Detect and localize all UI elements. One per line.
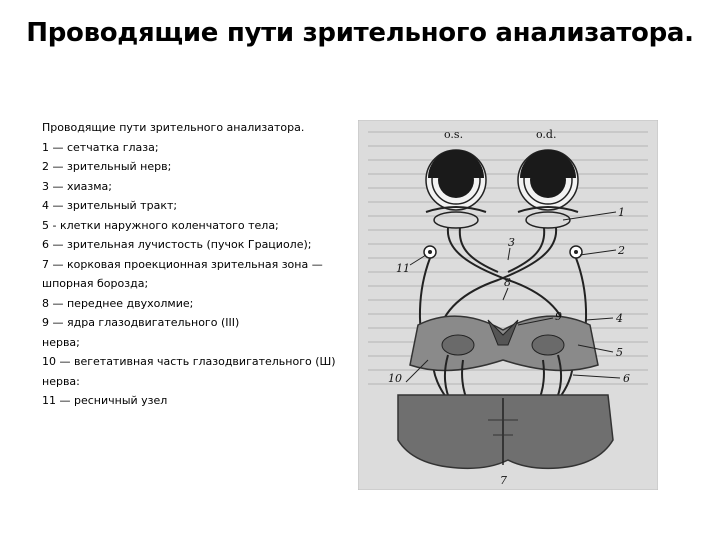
label-os: o.s. [444,128,464,141]
occipital-cortex [398,395,613,468]
legend-item: 4 — зрительный тракт; [42,199,178,212]
label-3: 3 [508,236,515,249]
legend-item: 10 — вегетативная часть глазодвигательного (Ш) [42,355,336,368]
legend-heading: Проводящие пути зрительного анализатора. [42,121,305,134]
legend-item: нерва; [42,335,80,349]
legend-item: шпорная борозда; [42,277,149,290]
legend-item: 3 — хиазма; [42,179,112,193]
ciliary-ganglion-right [570,246,582,258]
label-5: 5 [616,346,623,359]
label-od: o.d. [536,128,557,141]
label-2: 2 [618,244,625,257]
legend-list [42,118,342,411]
label-8: 8 [504,276,511,289]
legend-item: 7 — корковая проекционная зрительная зона — [42,257,323,271]
visual-pathways-figure [358,120,658,490]
label-11: 11 [396,262,410,275]
legend-item: 8 — переднее двухолмие; [42,296,194,310]
slide-title: Проводящие пути зрительного анализатора. [26,18,694,48]
legend-item: 6 — зрительная лучистость (пучок Грациоле); [42,238,312,251]
label-10: 10 [388,372,402,385]
label-7: 7 [500,474,507,487]
visual-pathways-diagram [358,120,658,490]
legend-item: нерва: [42,374,80,388]
legend-item: 11 — ресничный узел [42,394,168,407]
legend-item: 5 - клетки наружного коленчатого тела; [42,218,279,232]
ciliary-ganglion-left [424,246,436,258]
label-6: 6 [623,372,630,385]
label-1: 1 [618,206,625,219]
legend-item: 2 — зрительный нерв; [42,160,172,173]
legend-item: 9 — ядра глазодвигательного (III) [42,316,240,329]
label-4: 4 [616,312,623,325]
label-9: 9 [555,310,562,323]
legend-item: 1 — сетчатка глаза; [42,140,159,154]
